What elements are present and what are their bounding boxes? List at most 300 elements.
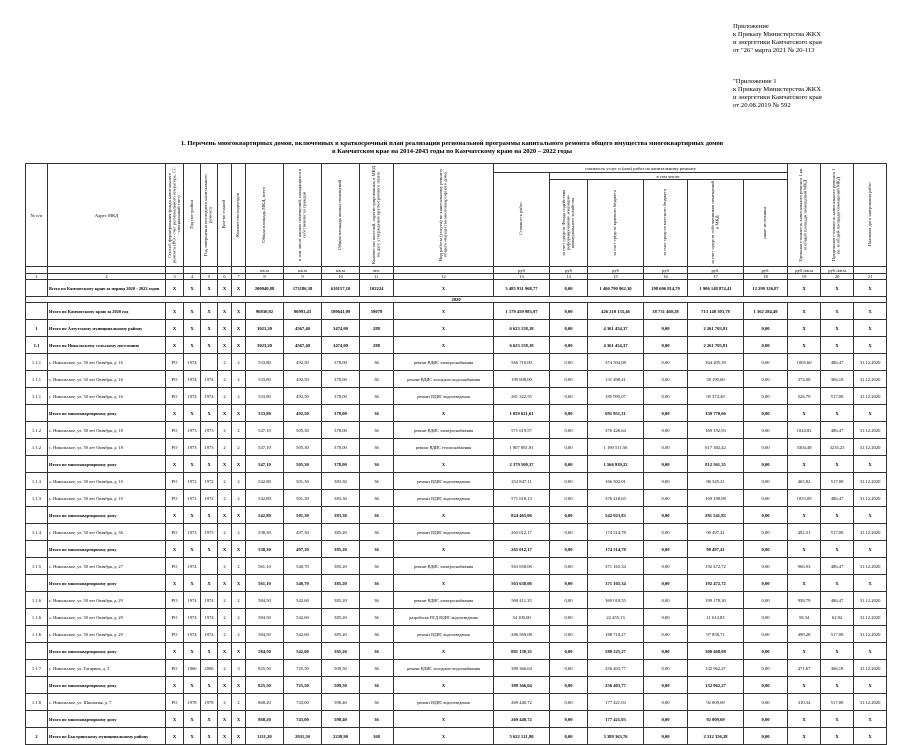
table-cell: 31.12.2020 <box>854 524 887 541</box>
table-cell: 2006 <box>201 660 218 677</box>
table-cell: 2 <box>232 524 246 541</box>
table-cell: 1053,09 <box>788 490 821 507</box>
table-cell: X <box>232 643 246 660</box>
table-cell: 385,20 <box>322 541 360 558</box>
unit-cell: кв.м <box>246 267 284 274</box>
table-cell: X <box>854 711 887 728</box>
column-number-cell: 7 <box>232 274 246 280</box>
table-cell: X <box>394 575 494 592</box>
table-cell: 2 <box>232 626 246 643</box>
table-cell: 3111,20 <box>246 728 284 745</box>
column-number-cell: 19 <box>788 274 821 280</box>
table-cell: 2 <box>218 626 232 643</box>
table-cell: 350 770,66 <box>688 405 744 422</box>
table-cell: 0,00 <box>644 439 688 456</box>
table-cell: 542,80 <box>246 507 284 524</box>
table-cell: X <box>166 320 184 337</box>
table-cell: разработка ПСД ВДИС водоотведения <box>394 609 494 626</box>
table-cell: Итого по многоквартирному дому <box>48 456 166 473</box>
column-number-cell: 15 <box>588 274 644 280</box>
table-cell: 0,00 <box>744 354 788 371</box>
table-cell: ремонт ВДИС теплоснабжения <box>394 439 494 456</box>
table-cell: X <box>218 711 232 728</box>
unit-cell <box>201 267 218 274</box>
table-cell: X <box>394 337 494 354</box>
table-cell: X <box>821 405 854 422</box>
table-cell: 0,00 <box>550 280 588 297</box>
table-cell: 0,00 <box>550 405 588 422</box>
table-cell: 31.12.2020 <box>854 422 887 439</box>
table-cell: 0,00 <box>744 677 788 694</box>
table-cell: 0,00 <box>644 575 688 592</box>
table-cell: 501,30 <box>284 490 322 507</box>
table-cell: X <box>232 456 246 473</box>
table-cell: 2 <box>26 728 48 745</box>
table-cell: X <box>821 456 854 473</box>
table-cell: 3 389 363,76 <box>588 728 644 745</box>
table-cell: 540,70 <box>284 575 322 592</box>
table-cell: с. Никольское, ул. 50 лет Октября, д. 29 <box>48 592 166 609</box>
table-cell: 31.12.2020 <box>854 694 887 711</box>
table-cell: 1974 <box>184 371 201 388</box>
column-number-cell: 12 <box>394 274 494 280</box>
table-cell: 547,10 <box>246 456 284 473</box>
table-cell: ремонт ВДИС водоотведения <box>394 388 494 405</box>
table-cell: 0,00 <box>744 609 788 626</box>
table-cell: 376 426,64 <box>588 422 644 439</box>
table-cell: 0,00 <box>644 643 688 660</box>
table-cell: X <box>232 405 246 422</box>
table-cell <box>26 405 48 422</box>
table-cell: 540,70 <box>284 558 322 575</box>
column-number-cell: 10 <box>322 274 360 280</box>
table-cell: 376 418,65 <box>588 490 644 507</box>
table-total-row <box>26 337 887 354</box>
table-cell: X <box>854 575 887 592</box>
table-cell: X <box>788 643 821 660</box>
table-cell: 486,47 <box>821 354 854 371</box>
table-cell: 36 <box>360 422 394 439</box>
table-cell: 3023,20 <box>246 320 284 337</box>
table-cell: 501,30 <box>284 507 322 524</box>
unit-cell <box>184 267 201 274</box>
table-cell: 0,00 <box>744 473 788 490</box>
table-cell: Итого по многоквартирному дому <box>48 541 166 558</box>
table-cell: 0,00 <box>744 643 788 660</box>
approval-block-original-line: и энергетики Камчатского края <box>733 94 822 102</box>
table-cell: 691 951,31 <box>588 405 644 422</box>
document-title-line1: 1. Перечень многоквартирных домов, включенных в краткосрочный план реализации региональной программы капитального ремонта общего имущества многоквартирных домов <box>180 140 724 147</box>
table-cell: 383,30 <box>322 507 360 524</box>
table-cell: 177 421,03 <box>588 694 644 711</box>
table-cell: 533,80 <box>246 388 284 405</box>
approval-block-current-line: к Приказу Министерства ЖКХ <box>733 31 822 39</box>
table-cell: 1974 <box>184 592 201 609</box>
table-cell: X <box>201 303 218 320</box>
table-cell: 533,80 <box>246 405 284 422</box>
table-cell: 383,30 <box>322 490 360 507</box>
table-cell: 385,20 <box>322 575 360 592</box>
table-cell: 0,00 <box>550 303 588 320</box>
table-cell: 31.12.2020 <box>854 660 887 677</box>
table-cell <box>26 507 48 524</box>
table-cell: 2 <box>232 473 246 490</box>
table-cell: 22 455,13 <box>588 609 644 626</box>
unit-cell <box>232 267 246 274</box>
table-cell: 1.1.7 <box>26 660 48 677</box>
col-header-owners-funds: за счет средств собственников помещений в МКД <box>688 180 744 267</box>
table-cell: 1065,60 <box>788 354 821 371</box>
table-cell: 200040,88 <box>246 280 284 297</box>
col-header-fund-method: Способ формирования фонда капитального ремонта (РО - счет регионального оператора, СС - специальный счет) <box>166 164 184 267</box>
table-cell: 0,00 <box>644 354 688 371</box>
column-number-cell: 14 <box>550 274 588 280</box>
table-cell: 286 569,08 <box>494 626 550 643</box>
column-number-cell: 4 <box>184 274 201 280</box>
table-cell: 199 178,30 <box>688 592 744 609</box>
table-row <box>26 490 887 507</box>
table-cell: 0,00 <box>550 660 588 677</box>
table-cell: X <box>821 320 854 337</box>
table-cell: 0,00 <box>644 660 688 677</box>
table-cell: 580 225,27 <box>588 643 644 660</box>
table-cell: 1 566 939,22 <box>588 456 644 473</box>
table-cell: X <box>854 303 887 320</box>
table-cell: X <box>218 507 232 524</box>
table-cell: 0,00 <box>644 711 688 728</box>
table-cell: 497,30 <box>284 541 322 558</box>
table-cell: 0,00 <box>550 643 588 660</box>
table-cell: X <box>394 728 494 745</box>
table-cell: 505,30 <box>284 422 322 439</box>
table-cell: РО <box>166 354 184 371</box>
approval-block-current-line: Приложение <box>733 23 769 30</box>
table-cell: 378,00 <box>322 439 360 456</box>
col-header-year-built: Год постройки <box>184 164 201 267</box>
table-cell: 1 807 881,81 <box>494 439 550 456</box>
table-cell: X <box>788 303 821 320</box>
table-total-row <box>26 677 887 694</box>
table-cell: 497,30 <box>284 524 322 541</box>
table-cell: 538,30 <box>246 524 284 541</box>
table-cell <box>26 643 48 660</box>
table-cell: 174 514,78 <box>588 524 644 541</box>
table-cell: X <box>201 677 218 694</box>
table-cell: 90 497,41 <box>688 524 744 541</box>
table-cell: 1974 <box>184 354 201 371</box>
table-cell: X <box>184 507 201 524</box>
table-cell: X <box>218 677 232 694</box>
table-cell: X <box>218 320 232 337</box>
table-cell: 199 608,00 <box>494 371 550 388</box>
table-cell: ремонт ВДИС холодного водоснабжения <box>394 371 494 388</box>
table-cell: 2 <box>218 354 232 371</box>
unit-cell <box>26 267 48 274</box>
table-cell: 825,50 <box>246 660 284 677</box>
table-cell: Итого по многоквартирному дому <box>48 643 166 660</box>
table-cell: 1.1.4 <box>26 524 48 541</box>
table-cell: 4 361 454,37 <box>588 337 644 354</box>
table-cell: 369 018,55 <box>588 592 644 609</box>
table-cell: 0,00 <box>744 541 788 558</box>
table-cell: 38 731 460,28 <box>644 303 688 320</box>
table-cell: 509,50 <box>322 660 360 677</box>
table-cell: 2 <box>232 592 246 609</box>
table-cell: 0,00 <box>550 320 588 337</box>
table-cell: X <box>854 541 887 558</box>
table-cell: 36 <box>360 643 394 660</box>
table-cell: X <box>201 728 218 745</box>
table-cell: 517,08 <box>821 694 854 711</box>
table-cell: 571 619,57 <box>494 422 550 439</box>
table-cell: 533,80 <box>246 371 284 388</box>
table-cell: 2 <box>232 422 246 439</box>
table-cell: 1974 <box>201 371 218 388</box>
table-cell: 2 <box>218 388 232 405</box>
table-cell: 192 472,72 <box>688 558 744 575</box>
table-cell: 617 382,42 <box>688 439 744 456</box>
table-cell: 0,00 <box>644 388 688 405</box>
table-cell: 92 009,69 <box>688 694 744 711</box>
table-cell: 492,31 <box>788 524 821 541</box>
table-cell: 3235,25 <box>821 439 854 456</box>
table-row <box>26 558 887 575</box>
table-cell: 1 059 621,61 <box>494 405 550 422</box>
table-cell: 1973 <box>184 439 201 456</box>
table-cell: 0,00 <box>744 337 788 354</box>
unit-cell: чел. <box>360 267 394 274</box>
table-cell: 1.1.5 <box>26 558 48 575</box>
table-cell: с. Никольское, ул. Гагарина, д. 5 <box>48 660 166 677</box>
table-cell: 36 <box>360 711 394 728</box>
table-cell: 378,00 <box>322 354 360 371</box>
table-cell: 131 498,41 <box>588 371 644 388</box>
table-cell: 378,00 <box>322 371 360 388</box>
table-cell: X <box>184 456 201 473</box>
table-cell: 492,50 <box>284 405 322 422</box>
table-cell: 36 <box>360 456 394 473</box>
col-header-incl: в том числе: <box>550 173 788 180</box>
table-cell: 252 847,11 <box>494 473 550 490</box>
table-cell: X <box>821 728 854 745</box>
table-cell: РО <box>166 694 184 711</box>
table-cell: РО <box>166 388 184 405</box>
table-cell <box>26 303 48 320</box>
repair-plan-table <box>25 163 887 745</box>
table-cell: 269 440,72 <box>494 711 550 728</box>
table-cell: X <box>854 405 887 422</box>
table-cell: 97 858,71 <box>688 626 744 643</box>
table-cell: 36 <box>360 405 394 422</box>
column-number-cell: 21 <box>854 274 887 280</box>
table-cell: 0,00 <box>550 422 588 439</box>
table-cell <box>201 558 218 575</box>
table-cell: 4 361 454,37 <box>588 320 644 337</box>
table-cell: X <box>201 507 218 524</box>
table-cell: 725,50 <box>284 660 322 677</box>
table-cell: 0,00 <box>744 694 788 711</box>
table-row <box>26 422 887 439</box>
table-cell: X <box>854 677 887 694</box>
approval-block-current-line: от "26" марта 2021 № 20-113 <box>733 47 815 55</box>
table-cell: X <box>788 711 821 728</box>
table-cell: 1.1.1 <box>26 371 48 388</box>
col-header-other-sources: иные источники <box>744 180 788 267</box>
table-cell: 486,47 <box>821 490 854 507</box>
unit-cell <box>218 267 232 274</box>
table-cell: 36 <box>360 439 394 456</box>
table-total-row <box>26 320 887 337</box>
table-cell: X <box>201 575 218 592</box>
table-cell: 2 <box>218 371 232 388</box>
table-cell: 812 561,35 <box>688 456 744 473</box>
table-cell: с. Никольское, ул. Школьная, д. 7 <box>48 694 166 711</box>
table-cell: 2 <box>218 592 232 609</box>
table-cell: РО <box>166 490 184 507</box>
table-cell: X <box>394 677 494 694</box>
table-cell: X <box>394 456 494 473</box>
table-cell: 563 638,06 <box>494 575 550 592</box>
table-cell: X <box>821 575 854 592</box>
table-cell: 31.12.2020 <box>854 558 887 575</box>
table-cell: 36 <box>360 490 394 507</box>
table-cell: X <box>218 456 232 473</box>
table-cell: 868,20 <box>246 694 284 711</box>
table-cell: 3474,00 <box>322 337 360 354</box>
table-cell: 2 <box>218 694 232 711</box>
table-cell: 269 440,72 <box>494 694 550 711</box>
table-cell <box>26 456 48 473</box>
col-header-regional-budget: за счет средств краевого бюджета <box>588 180 644 267</box>
table-row <box>26 439 887 456</box>
table-cell: 1.1.3 <box>26 490 48 507</box>
table-cell: 492,50 <box>284 354 322 371</box>
table-cell: 389 366,04 <box>494 677 550 694</box>
table-cell: 256 403,77 <box>588 677 644 694</box>
table-cell: X <box>788 728 821 745</box>
table-cell: 36 <box>360 524 394 541</box>
table-cell: 505,30 <box>284 456 322 473</box>
table-cell: X <box>184 643 201 660</box>
table-cell: 1974 <box>184 558 201 575</box>
table-cell: 0,00 <box>644 694 688 711</box>
table-cell: 598,40 <box>322 711 360 728</box>
table-cell: 517,08 <box>821 626 854 643</box>
table-cell: 1 406 790 962,30 <box>588 280 644 297</box>
table-cell: 881 138,35 <box>494 643 550 660</box>
table-cell: X <box>232 575 246 592</box>
table-cell: 169 198,98 <box>688 490 744 507</box>
table-cell: 3474,00 <box>322 320 360 337</box>
table-cell: 426 210 135,46 <box>588 303 644 320</box>
col-header-max-cost: Предельная стоимость капитального ремонта 1 кв. м общей площади помещений МКД <box>821 164 854 267</box>
table-cell: 492,50 <box>284 388 322 405</box>
table-cell: 4567,40 <box>284 320 322 337</box>
table-cell: X <box>184 405 201 422</box>
table-cell: 2 <box>218 422 232 439</box>
table-cell: X <box>184 728 201 745</box>
table-cell: 180641,09 <box>322 303 360 320</box>
table-cell: 0,00 <box>644 728 688 745</box>
table-row <box>26 694 887 711</box>
table-cell: 31.12.2020 <box>854 592 887 609</box>
table-cell: X <box>184 711 201 728</box>
col-header-residents: Количество жителей, зарегистрированных в МКД на дату утверждения краткосрочного плана <box>360 164 394 267</box>
table-cell: 1.1.6 <box>26 626 48 643</box>
table-cell: 164 205,39 <box>688 354 744 371</box>
table-cell: 0,00 <box>550 677 588 694</box>
table-cell: X <box>788 280 821 297</box>
table-cell: 1 362 284,49 <box>744 303 788 320</box>
column-number-cell: 2 <box>48 274 166 280</box>
table-cell: X <box>184 575 201 592</box>
table-cell: 0,00 <box>644 541 688 558</box>
table-cell: 265 012,17 <box>494 541 550 558</box>
table-cell: 385,20 <box>322 592 360 609</box>
table-cell: 1974 <box>184 609 201 626</box>
table-cell: 0,00 <box>644 524 688 541</box>
table-cell: 538,30 <box>246 541 284 558</box>
table-cell: РО <box>166 558 184 575</box>
table-cell: 0,00 <box>644 422 688 439</box>
table-cell: с. Никольское, ул. 50 лет Октября, д. 10 <box>48 473 166 490</box>
table-cell: X <box>821 541 854 558</box>
table-cell: X <box>166 643 184 660</box>
table-cell: 2 <box>232 354 246 371</box>
table-cell: X <box>184 541 201 558</box>
table-cell: 471,67 <box>788 660 821 677</box>
unit-cell: руб. <box>744 267 788 274</box>
table-total-row <box>26 507 887 524</box>
table-cell: 0,00 <box>744 388 788 405</box>
table-cell: Итого по многоквартирному дому <box>48 677 166 694</box>
table-cell: 1.1 <box>26 337 48 354</box>
unit-cell <box>394 267 494 274</box>
table-cell: 177 421,03 <box>588 711 644 728</box>
table-cell: 366,18 <box>821 371 854 388</box>
table-cell: 36 <box>360 694 394 711</box>
table-cell: 90 497,41 <box>688 541 744 558</box>
table-cell: ремонт ВДИС водоотведения <box>394 626 494 643</box>
unit-cell: руб./кв.м <box>821 267 854 274</box>
table-cell: 0,00 <box>744 660 788 677</box>
table-cell: ремонт ВДИС водоотведения <box>394 490 494 507</box>
table-cell: 490,28 <box>788 626 821 643</box>
table-cell: 0,00 <box>744 371 788 388</box>
table-cell: Итого по многоквартирному дому <box>48 507 166 524</box>
table-cell: 86993,43 <box>284 303 322 320</box>
table-cell: 1978 <box>184 694 201 711</box>
table-cell: 385,20 <box>322 626 360 643</box>
column-number-cell: 18 <box>744 274 788 280</box>
column-number-cell: 3 <box>166 274 184 280</box>
table-cell: 366,18 <box>821 660 854 677</box>
table-cell: 0,00 <box>744 320 788 337</box>
unit-cell <box>166 267 184 274</box>
table-cell: 571 618,13 <box>494 490 550 507</box>
table-cell: 3 <box>232 660 246 677</box>
table-cell: X <box>166 303 184 320</box>
table-cell: 378,00 <box>322 388 360 405</box>
table-cell: X <box>184 320 201 337</box>
table-cell: с. Никольское, ул. 50 лет Октября, д. 10 <box>48 490 166 507</box>
table-cell: 0,00 <box>550 388 588 405</box>
table-cell: X <box>184 337 201 354</box>
table-cell: 31.12.2020 <box>854 473 887 490</box>
table-cell: X <box>854 280 887 297</box>
table-cell: X <box>394 320 494 337</box>
column-number-cell: 8 <box>246 274 284 280</box>
